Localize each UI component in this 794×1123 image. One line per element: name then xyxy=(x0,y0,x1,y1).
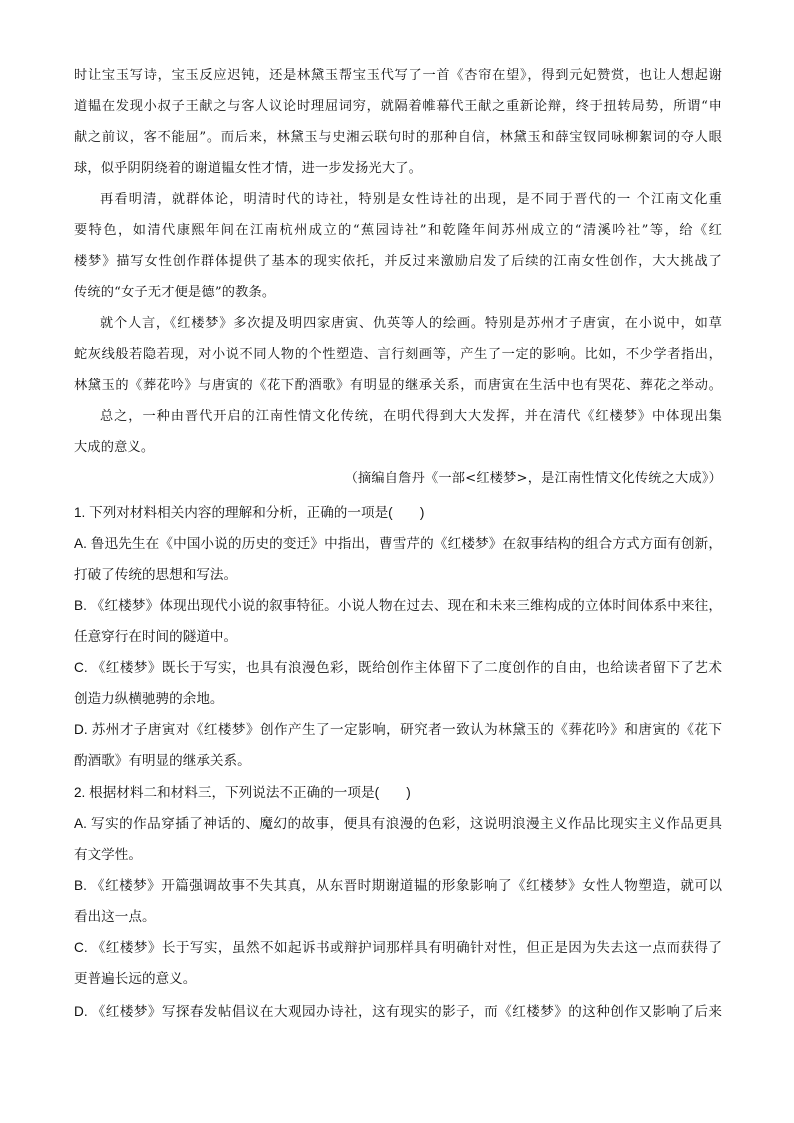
option-a-line1: A. 写实的作品穿插了神话的、魔幻的故事，便具有浪漫的色彩，这说明浪漫主义作品比现实主义作品更具 xyxy=(74,816,722,831)
question-stem: 2. 根据材料二和材料三，下列说法不正确的一项是( ) xyxy=(74,785,411,800)
option-b-line1: B. 《红楼梦》开篇强调故事不失其真，从东晋时期谢道韫的形象影响了《红楼梦》女性人物塑造，就可以 xyxy=(74,878,722,893)
question-stem: 1. 下列对材料相关内容的理解和分析，正确的一项是( ) xyxy=(74,505,425,520)
option-a-line2: 有文学性。 xyxy=(74,847,142,862)
option-c-line1: C. 《红楼梦》既长于写实，也具有浪漫色彩，既给创作主体留下了二度创作的自由，也给读者留下了艺术 xyxy=(74,660,722,675)
passage-line: 楼梦》描写女性创作群体提供了基本的现实依托，并反过来激励启发了后续的江南女性创作，大大挑战了 xyxy=(74,254,722,269)
option-a-line2: 打破了传统的思想和写法。 xyxy=(74,567,238,582)
option-b-line1: B. 《红楼梦》体现出现代小说的叙事特征。小说人物在过去、现在和未来三维构成的立体时间体系中来往， xyxy=(74,598,722,613)
option-b-line2: 任意穿行在时间的隧道中。 xyxy=(74,629,238,644)
passage-line: 时让宝玉写诗，宝玉反应迟钝，还是林黛玉帮宝玉代写了一首《杏帘在望》，得到元妃赞赏，也让人想起谢 xyxy=(74,68,722,83)
passage-line: 球，似乎阴阴绕着的谢道韫女性才情，进一步发扬光大了。 xyxy=(74,161,423,176)
passage-line: 总之，一种由晋代开启的江南性情文化传统，在明代得到大大发挥，并在清代《红楼梦》中体现出集 xyxy=(100,409,722,424)
passage-line: 要特色，如清代康熙年间在江南杭州成立的“蕉园诗社”和乾隆年间苏州成立的“清溪吟社”等，给《红 xyxy=(74,223,722,238)
option-c-line1: C. 《红楼梦》长于写实，虽然不如起诉书或辩护词那样具有明确针对性，但正是因为失去这一点而获得了 xyxy=(74,940,722,955)
passage-line: 林黛玉的《葬花吟》与唐寅的《花下酌酒歌》有明显的继承关系，而唐寅在生活中也有哭花、葬花之举动。 xyxy=(74,378,722,393)
option-a-line1: A. 鲁迅先生在《中国小说的历史的变迁》中指出，曹雪芹的《红楼梦》在叙事结构的组合方式方面有创新， xyxy=(74,536,722,551)
passage-line: 献之前议，客不能屈”。而后来，林黛玉与史湘云联句时的那种自信，林黛玉和薛宝钗同咏柳絮词的夺人眼 xyxy=(74,130,722,145)
passage-line: 再看明清，就群体论，明清时代的诗社，特别是女性诗社的出现，是不同于晋代的一 个江南文化重 xyxy=(100,192,722,207)
option-d-line1: D. 苏州才子唐寅对《红楼梦》创作产生了一定影响，研究者一致认为林黛玉的《葬花吟》和唐寅的《花下 xyxy=(74,722,722,737)
passage-line: 传统的“女子无才便是德”的教条。 xyxy=(74,285,276,300)
passage-line: 大成的意义。 xyxy=(74,440,155,455)
passage-line: 就个人言，《红楼梦》多次提及明四家唐寅、仇英等人的绘画。特别是苏州才子唐寅，在小说中，如草 xyxy=(100,316,722,331)
option-d-line1: D. 《红楼梦》写探春发帖倡议在大观园办诗社，这有现实的影子，而《红楼梦》的这种创作又影响了后来 xyxy=(74,1004,722,1019)
option-d-line2: 酌酒歌》有明显的继承关系。 xyxy=(74,753,251,768)
source-note: （摘编自詹丹《一部<红楼梦>，是江南性情文化传统之大成》） xyxy=(344,471,722,486)
passage-line: 道韫在发现小叔子王献之与客人议论时理屈词穷，就隔着帷幕代王献之重新论辩，终于扭转局势，所谓“申 xyxy=(74,99,722,114)
option-c-line2: 更普遍长远的意义。 xyxy=(74,971,197,986)
option-c-line2: 创造力纵横驰骋的余地。 xyxy=(74,691,224,706)
passage-line: 蛇灰线般若隐若现，对小说不同人物的个性塑造、言行刻画等，产生了一定的影响。比如，不少学者指出， xyxy=(74,347,722,362)
option-b-line2: 看出这一点。 xyxy=(74,909,156,924)
